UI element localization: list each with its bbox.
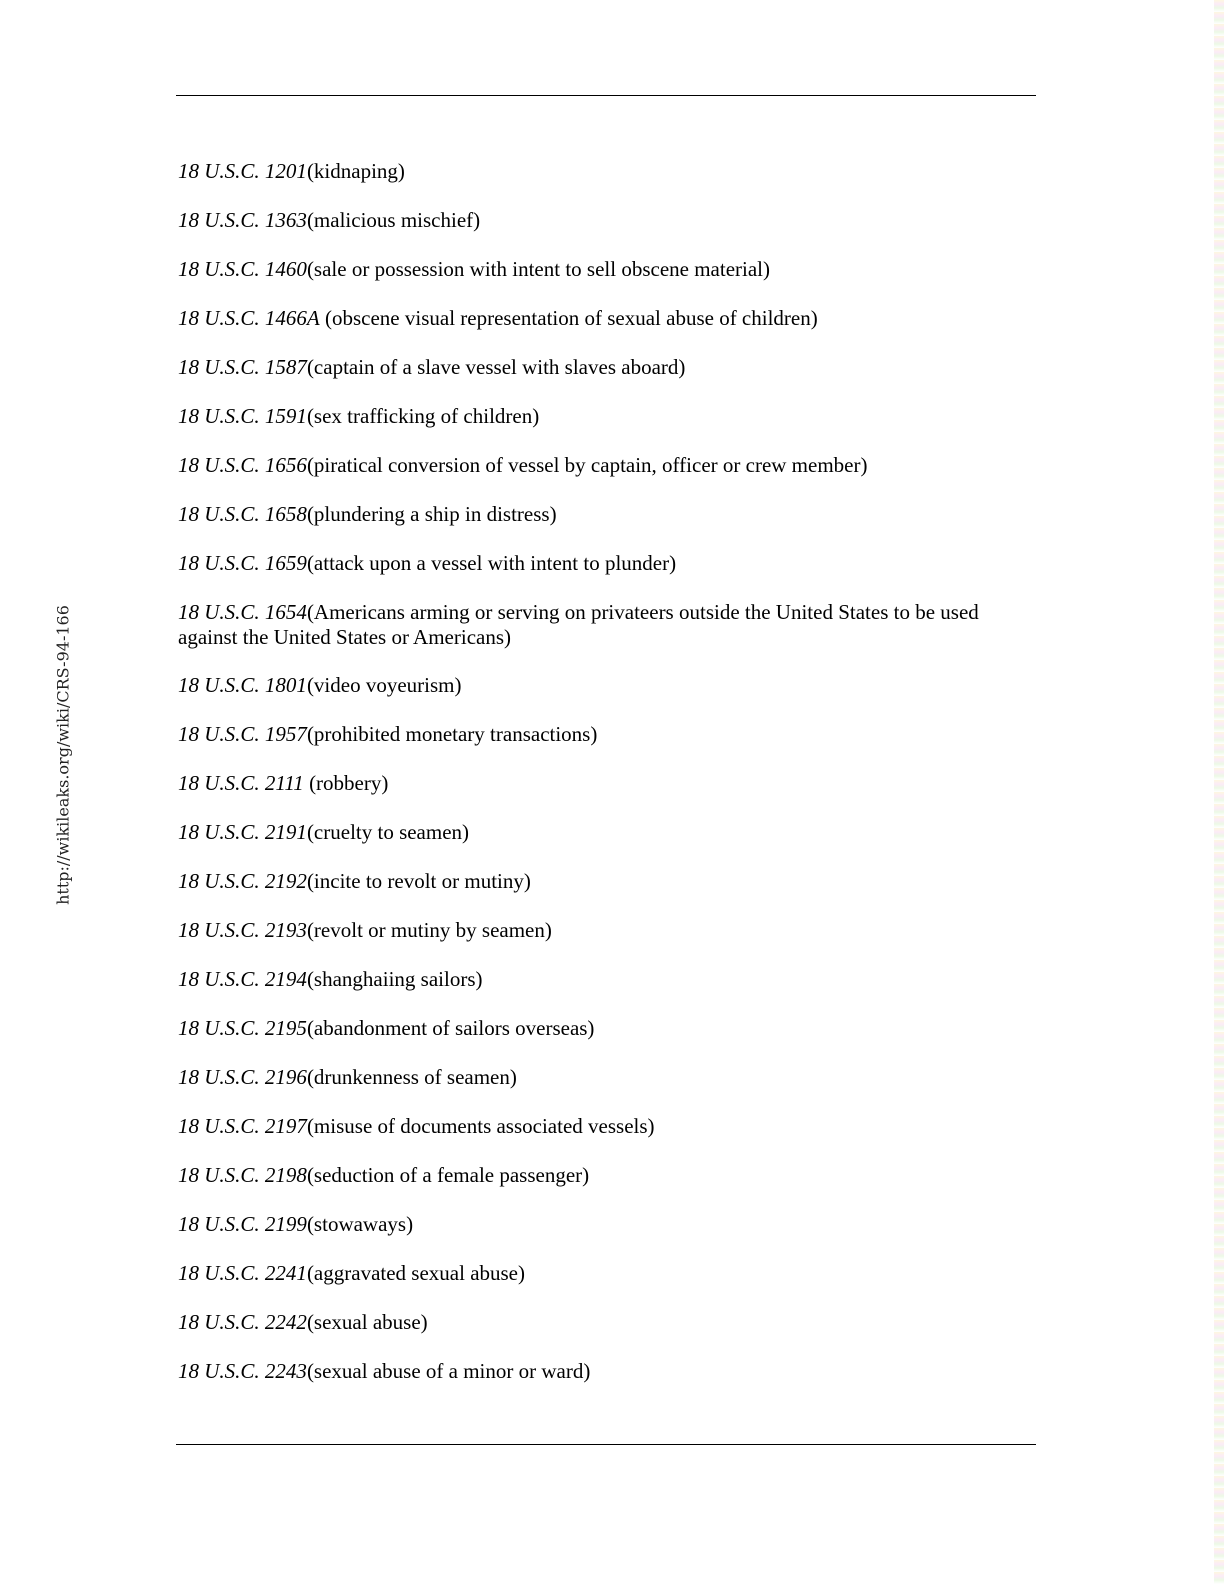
statute-description: (shanghaiing sailors) xyxy=(306,967,483,991)
statute-citation: 18 U.S.C. 1656 xyxy=(178,453,307,477)
statute-entry xyxy=(178,1114,1028,1139)
statute-description: (video voyeurism) xyxy=(306,673,462,697)
statute-entry xyxy=(178,967,1028,992)
statute-description: (obscene visual representation of sexual abuse of children) xyxy=(319,306,818,330)
statute-citation: 18 U.S.C. 2192 xyxy=(178,869,307,893)
statute-entry xyxy=(178,1359,1028,1384)
statute-citation: 18 U.S.C. 2199 xyxy=(178,1212,307,1236)
statute-list xyxy=(178,159,1028,1408)
statute-description: (captain of a slave vessel with slaves aboard) xyxy=(306,355,686,379)
statute-description: (drunkenness of seamen) xyxy=(306,1065,517,1089)
statute-entry xyxy=(178,1163,1028,1188)
statute-citation: 18 U.S.C. 1801 xyxy=(178,673,307,697)
statute-entry xyxy=(178,1065,1028,1090)
statute-citation: 18 U.S.C. 2241 xyxy=(178,1261,307,1285)
statute-citation: 18 U.S.C. 1460 xyxy=(178,257,307,281)
statute-citation: 18 U.S.C. 1658 xyxy=(178,502,307,526)
statute-entry xyxy=(178,1310,1028,1335)
statute-description: (aggravated sexual abuse) xyxy=(306,1261,525,1285)
statute-description: (misuse of documents associated vessels) xyxy=(306,1114,655,1138)
statute-entry xyxy=(178,159,1028,184)
statute-entry xyxy=(178,355,1028,380)
statute-citation: 18 U.S.C. 1466A xyxy=(178,306,320,330)
statute-description: (incite to revolt or mutiny) xyxy=(306,869,531,893)
header-rule xyxy=(176,95,1036,96)
statute-description: (sexual abuse of a minor or ward) xyxy=(306,1359,591,1383)
statute-description: (attack upon a vessel with intent to plunder) xyxy=(306,551,677,575)
statute-citation: 18 U.S.C. 2111 xyxy=(178,771,304,795)
statute-description: (Americans arming or serving on privateers outside the United States to be used against the United States or Americans) xyxy=(178,600,979,649)
statute-citation: 18 U.S.C. 2242 xyxy=(178,1310,307,1334)
footer-rule xyxy=(176,1444,1036,1445)
statute-entry xyxy=(178,208,1028,233)
scan-edge-artifact xyxy=(1214,0,1224,1584)
statute-citation: 18 U.S.C. 2195 xyxy=(178,1016,307,1040)
statute-description: (robbery) xyxy=(303,771,389,795)
statute-citation: 18 U.S.C. 2198 xyxy=(178,1163,307,1187)
statute-description: (prohibited monetary transactions) xyxy=(306,722,598,746)
statute-entry xyxy=(178,600,1028,650)
statute-entry xyxy=(178,673,1028,698)
statute-entry xyxy=(178,722,1028,747)
statute-entry xyxy=(178,453,1028,478)
statute-description: (piratical conversion of vessel by captain, officer or crew member) xyxy=(306,453,868,477)
statute-citation: 18 U.S.C. 1363 xyxy=(178,208,307,232)
statute-entry xyxy=(178,918,1028,943)
statute-citation: 18 U.S.C. 1957 xyxy=(178,722,307,746)
statute-citation: 18 U.S.C. 1587 xyxy=(178,355,307,379)
statute-citation: 18 U.S.C. 2194 xyxy=(178,967,307,991)
side-watermark-url: http://wikileaks.org/wiki/CRS-94-166 xyxy=(53,605,73,905)
statute-description: (sex trafficking of children) xyxy=(306,404,540,428)
statute-entry xyxy=(178,1016,1028,1041)
statute-description: (revolt or mutiny by seamen) xyxy=(306,918,552,942)
statute-citation: 18 U.S.C. 1654 xyxy=(178,600,307,624)
statute-citation: 18 U.S.C. 1201 xyxy=(178,159,307,183)
statute-citation: 18 U.S.C. 2196 xyxy=(178,1065,307,1089)
statute-description: (stowaways) xyxy=(306,1212,414,1236)
statute-entry xyxy=(178,771,1028,796)
statute-entry xyxy=(178,404,1028,429)
statute-entry xyxy=(178,551,1028,576)
statute-entry xyxy=(178,1212,1028,1237)
statute-entry xyxy=(178,502,1028,527)
statute-description: (malicious mischief) xyxy=(306,208,481,232)
statute-citation: 18 U.S.C. 1591 xyxy=(178,404,307,428)
statute-entry xyxy=(178,306,1028,331)
statute-citation: 18 U.S.C. 2197 xyxy=(178,1114,307,1138)
statute-citation: 18 U.S.C. 2191 xyxy=(178,820,307,844)
statute-description: (plundering a ship in distress) xyxy=(306,502,557,526)
statute-description: (kidnaping) xyxy=(306,159,405,183)
statute-entry xyxy=(178,820,1028,845)
statute-entry xyxy=(178,869,1028,894)
statute-description: (abandonment of sailors overseas) xyxy=(306,1016,595,1040)
statute-description: (sexual abuse) xyxy=(306,1310,428,1334)
statute-entry xyxy=(178,257,1028,282)
statute-description: (cruelty to seamen) xyxy=(306,820,470,844)
statute-citation: 18 U.S.C. 2193 xyxy=(178,918,307,942)
statute-citation: 18 U.S.C. 2243 xyxy=(178,1359,307,1383)
statute-description: (sale or possession with intent to sell obscene material) xyxy=(306,257,770,281)
statute-citation: 18 U.S.C. 1659 xyxy=(178,551,307,575)
statute-description: (seduction of a female passenger) xyxy=(306,1163,590,1187)
statute-entry xyxy=(178,1261,1028,1286)
